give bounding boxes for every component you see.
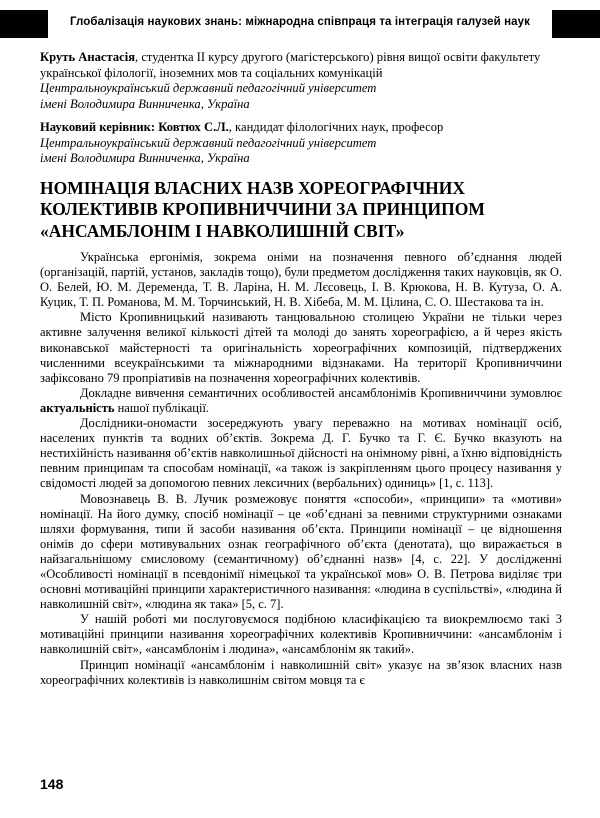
author-affiliation-line-1: Центральноукраїнський державний педагогічний університет [40, 81, 377, 95]
paragraph-6: У нашій роботі ми послуговуємося подібною класифікацією та виокремлюємо такі 3 мотиваційні принципи називання хореографічних колективів Кропивниччини: «ансамблонім і навколишній світ», «ансамблонім і людина», «ансамблонім як такий». [40, 612, 562, 657]
supervisor-affiliation-line-1: Центральноукраїнський державний педагогічний університет [40, 135, 377, 150]
author-affiliation [40, 81, 562, 112]
supervisor-description: , кандидат філологічних наук, професор [228, 120, 444, 134]
author-description: , студентка ІІ курсу другого (магістерського) рівня вищої освіти факультету української філології, іноземних мов та соціальних комунікацій [40, 50, 541, 80]
paragraph-2: Місто Кропивницький називають танцювальною столицею України не тільки через активне залучення великої кількості дітей та молоді до занять хореографією, а й через якість виконавської майстерності та оригінальність хореографічних композицій, підтверджених численними всеукраїнськими та міжнародними відзнаками. На території Кропивниччини зафіксовано 79 пропріативів на позначення хореографічних колективів. [40, 310, 562, 385]
running-header [0, 0, 600, 38]
article-content [0, 50, 600, 688]
header-left-corner-block [0, 10, 48, 38]
supervisor-block [40, 120, 562, 136]
author-affiliation-line-2: імені Володимира Винниченка, Україна [40, 96, 250, 111]
supervisor-affiliation [40, 136, 562, 167]
conference-title: Глобалізація наукових знань: міжнародна співпраця та інтеграція галузей наук [69, 16, 530, 28]
paragraph-3-emphasis: актуальність [40, 400, 115, 415]
author-block [40, 50, 562, 81]
page-number: 148 [40, 776, 64, 792]
paragraph-3-text: Докладне вивчення семантичних особливостей ансамблонімів Кропивниччини зумовлює [80, 385, 562, 400]
supervisor-affiliation-line-2: імені Володимира Винниченка, Україна [40, 151, 250, 165]
supervisor-label: Науковий керівник: Ковтюх С.Л. [40, 120, 229, 134]
paragraph-7: Принцип номінації «ансамблонім і навколишній світ» указує на зв’язок власних назв хореографічних колективів із навколишнім світом мовця та є [40, 657, 562, 687]
header-right-corner-block [552, 10, 600, 38]
author-name: Круть Анастасія [40, 50, 136, 64]
paragraph-3-text-after: нашої публікації. [114, 400, 210, 415]
paragraph-5: Мовознавець В. В. Лучик розмежовує поняття «способи», «принципи» та «мотиви» номінації. На його думку, спосіб номінації – це «об’єднані за певними структурними ознаками шляхи формування, типи й засоби називання об’єкта. Принципи номінації – це відношення онімів до сфери мотивувальних ознак географічного об’єкта (денотата), що виражається в найзагальнішому смисловому (семантичному) об’єднанні назв» [4, с. 22]. У дослідженні «Особливості номінації в псевдонімії німецької та української мов» О. В. Петрова виділяє три основні мотиваційні принципи характеристичного називання: «людина в суспільстві», «людина й навколишній світ», «людина як така» [5, с. 7]. [40, 491, 562, 612]
article-title: НОМІНАЦІЯ ВЛАСНИХ НАЗВ ХОРЕОГРАФІЧНИХ КОЛЕКТИВІВ КРОПИВНИЧЧИНИ ЗА ПРИНЦИПОМ «АНСАМБЛОНІМ І НАВКОЛИШНІЙ СВІТ» [40, 177, 485, 241]
paragraph-1: Українська ергонімія, зокрема оніми на позначення певного об’єднання людей (організацій, партій, установ, закладів тощо), були предметом дослідження таких науковців, як О. О. Белей, Ю. М. Деременда, Т. В. Ларіна, Н. М. Лєсовець, І. В. Крюкова, Н. В. Кутуза, О. А. Куцик, Т. П. Романова, М. М. Торчинський, Н. В. Хібеба, М. М. Цілина, С. О. Шестакова та ін. [40, 250, 562, 310]
paragraph-4: Дослідники-ономасти зосереджують увагу переважно на мотивах номінації осіб, населених пунктів та водних об’єктів. Зокрема Д. Г. Бучко та Г. Є. Бучко вказують на нестихійність називання об’єктів навколишньої дійсності на онімному рівні, а їхню відповідність певним принципам та способам номінації, «а також із закріпленням цього процесу називання у свідомості людей за допомогою певних лексичних (вербальних) одиниць» [1, с. 113]. [40, 416, 562, 491]
paragraph-3 [40, 386, 562, 416]
